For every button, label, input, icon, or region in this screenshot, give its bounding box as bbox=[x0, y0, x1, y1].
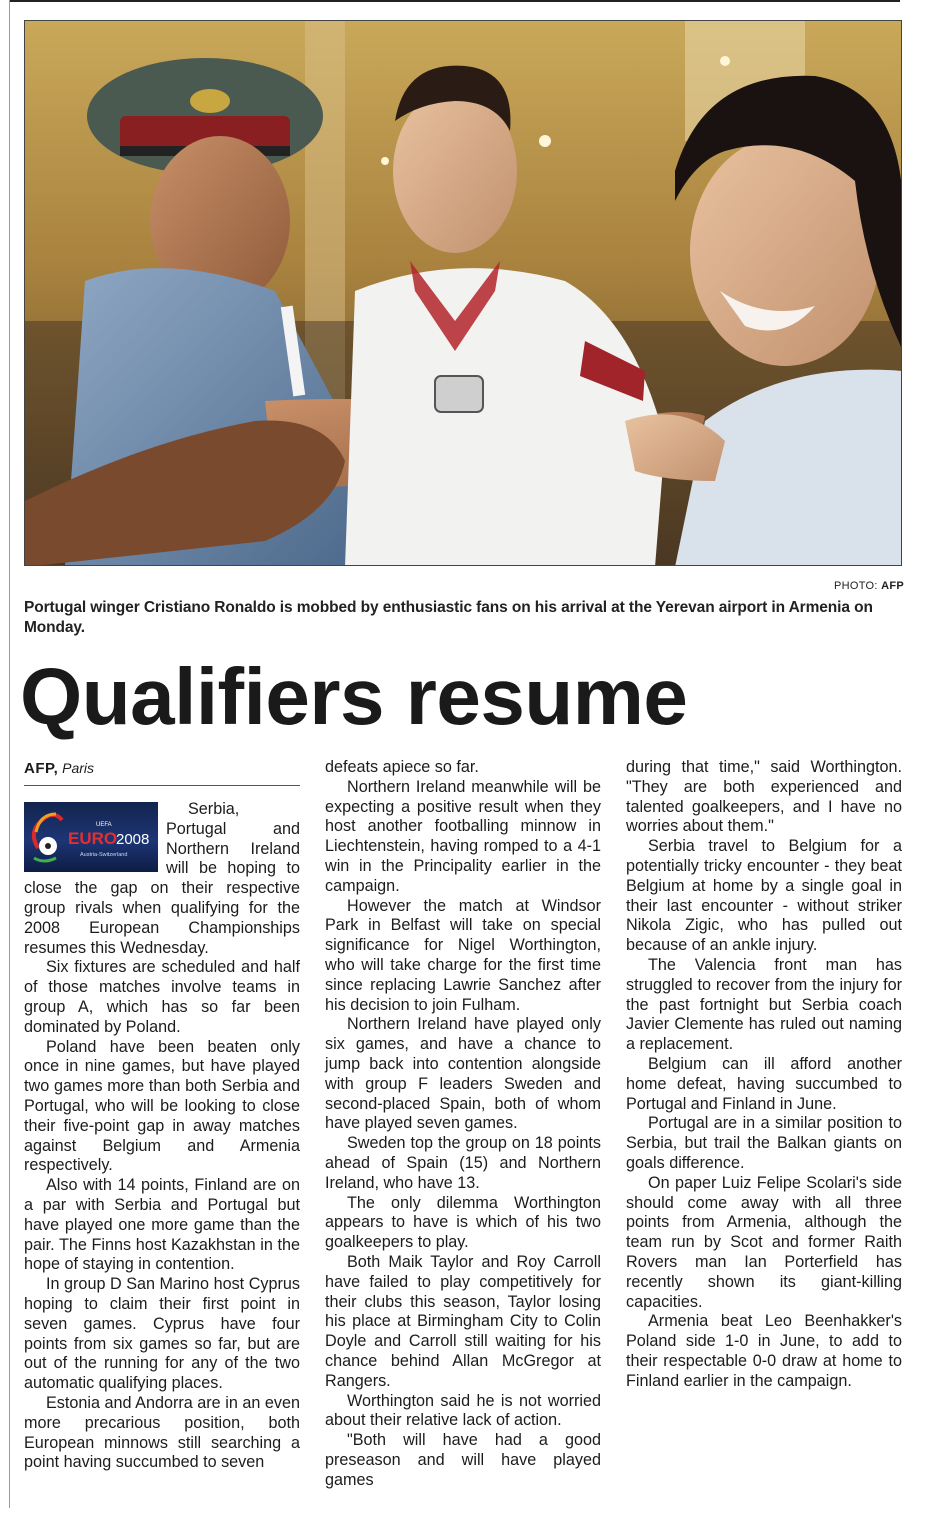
paragraph: Worthington said he is not worried about their relative lack of action. bbox=[325, 1391, 601, 1430]
headline: Qualifiers resume bbox=[20, 652, 688, 741]
paragraph: Northern Ireland have played only six games, and have a chance to jump back into contention alongside with group F leaders Sweden and second-placed Spain, both of whom have played seven games. bbox=[325, 1015, 601, 1133]
paragraph: Also with 14 points, Finland are on a par with Serbia and Portugal but have played one more game than the pair. The Finns host Kazakhstan in the hope of staying in contention. bbox=[24, 1176, 300, 1274]
paragraph: Serbia travel to Belgium for a potentially tricky encounter - they beat Belgium at home by a single goal in their last encounter - without striker Nikola Zigic, who has pulled out because of an ankle injury. bbox=[626, 837, 902, 955]
paragraph: "Both will have had a good preseason and will have played games bbox=[325, 1431, 601, 1489]
photo-credit-agency: AFP bbox=[881, 580, 904, 592]
paragraph: Belgium can ill afford another home defeat, having succumbed to Portugal and Finland in June. bbox=[626, 1054, 902, 1113]
paragraph: Poland have been beaten only once in nine games, but have played two games more than both Serbia and Portugal, who will be looking to close their five-point gap in away matches against Belgium and Armenia respectively. bbox=[24, 1037, 300, 1175]
paragraph: However the match at Windsor Park in Belfast will take on special significance for Nigel Worthington, who will take charge for the first time since replacing Lawrie Sanchez after his decision to join Fulham. bbox=[325, 896, 601, 1014]
paragraph: defeats apiece so far. bbox=[325, 758, 479, 776]
paragraph: Sweden top the group on 18 points ahead of Spain (15) and Northern Ireland, who have 13. bbox=[325, 1134, 601, 1192]
paragraph: Armenia beat Leo Beenhakker's Poland side 1-0 in June, to add to their respectable 0-0 draw at home to Finland earlier in the campaign. bbox=[626, 1312, 902, 1390]
byline-city: Paris bbox=[62, 760, 95, 776]
photo-credit: PHOTO: AFP bbox=[833, 580, 904, 592]
paragraph: Six fixtures are scheduled and half of those matches involve teams in group A, which has so far been dominated by Poland. bbox=[24, 958, 300, 1036]
paragraph: The only dilemma Worthington appears to have is which of his two goalkeepers to play. bbox=[325, 1193, 601, 1252]
article-column-3 bbox=[626, 758, 902, 1392]
paragraph: Portugal are in a similar position to Serbia, but trail the Balkan giants on goals difference. bbox=[626, 1114, 902, 1172]
photo-caption: Portugal winger Cristiano Ronaldo is mobbed by enthusiastic fans on his arrival at the Yerevan airport in Armenia on Monday. bbox=[24, 599, 873, 636]
svg-text:Austria-Switzerland: Austria-Switzerland bbox=[80, 852, 128, 858]
svg-text:UEFA: UEFA bbox=[96, 822, 112, 828]
paragraph: Northern Ireland meanwhile will be expecting a positive result when they host another footballing minnow in Liechtenstein, having romped to a 4-1 win in the Principality earlier in the campaign. bbox=[325, 777, 601, 895]
paragraph: during that time," said Worthington. "They are both experienced and talented goalkeepers, and I have no worries about them." bbox=[626, 758, 902, 836]
euro-2008-logo bbox=[24, 802, 158, 872]
paragraph: Estonia and Andorra are in an even more precarious position, both European minnows still searching a point having succumbed to seven bbox=[24, 1393, 300, 1472]
news-photo bbox=[24, 20, 902, 566]
byline bbox=[24, 758, 300, 786]
svg-text:2008: 2008 bbox=[116, 831, 150, 848]
article-column-2 bbox=[325, 758, 601, 1490]
article-column-1 bbox=[24, 758, 300, 1473]
paragraph: Both Maik Taylor and Roy Carroll have failed to play competitively for their clubs this season, Taylor losing his place at Birmingham City to Colin Doyle and Carroll still waiting for his chance behind Allan McGregor at Rangers. bbox=[325, 1252, 601, 1390]
paragraph: On paper Luiz Felipe Scolari's side should come away with all three points from Armenia, although the team run by Scot and former Raith Rovers man Ian Porterfield has recently shown its giant-killing capacities. bbox=[626, 1173, 902, 1311]
left-rule bbox=[9, 0, 10, 1508]
byline-agency: AFP, bbox=[24, 760, 59, 777]
paragraph: Serbia, Portugal and Northern Ireland will be hoping to close the gap on their respective group rivals when qualifying for the 2008 European Championships resumes this Wednesday. bbox=[24, 800, 300, 957]
top-rule bbox=[10, 0, 900, 2]
paragraph: In group D San Marino host Cyprus hoping to claim their first point in seven games. Cyprus have four points from six games so far, but are out of the running for any of the two automatic qualifying places. bbox=[24, 1275, 300, 1393]
paragraph: The Valencia front man has struggled to recover from the injury for the past fortnight but Serbia coach Javier Clemente has ruled out naming a replacement. bbox=[626, 955, 902, 1054]
svg-text:EURO: EURO bbox=[68, 829, 118, 848]
